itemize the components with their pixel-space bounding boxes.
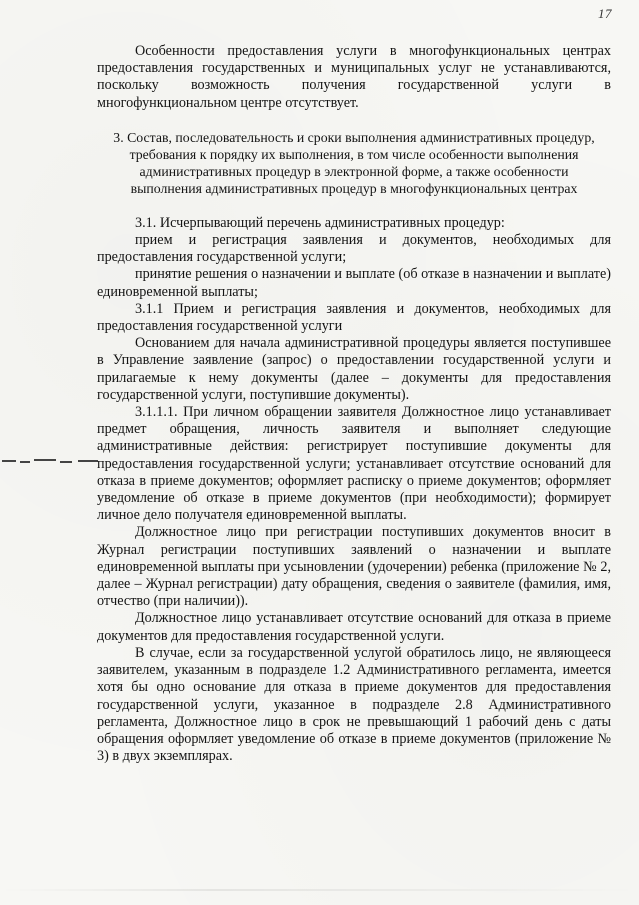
section-heading: 3. Состав, последовательность и сроки выполнения административных процедур, требования к порядку их выполнения, в том числе особенности выполнения административных процедур в электронной форме, а также особенности выполнения административных процедур в многофункциональных центрах bbox=[113, 129, 595, 196]
paragraph-reception: прием и регистрация заявления и документов, необходимых для предоставления государственной услуги; bbox=[97, 232, 611, 266]
scan-bottom-edge bbox=[0, 889, 639, 891]
paragraph-personal-appeal: 3.1.1.1. При личном обращении заявителя Должностное лицо устанавливает предмет обращения, личность заявителя и выполняет следующие административные действия: регистрирует поступившие документы для предоставления государственной услуги; устанавливает отсутствие оснований для отказа в приеме документов; оформляет расписку о приеме документов; оформляет уведомление об отказе в приеме документов (при необходимости); формирует личное дело получателя единовременной выплаты. bbox=[97, 404, 611, 524]
paragraph-subsection-3-1-1: 3.1.1 Прием и регистрация заявления и документов, необходимых для предоставления государственной услуги bbox=[97, 300, 611, 335]
page-number: 17 bbox=[598, 6, 612, 21]
scan-artifact bbox=[2, 456, 102, 470]
paragraph-registration-journal: Должностное лицо при регистрации поступивших документов вносит в Журнал регистрации поступивших заявлений о назначении и выплате единовременной выплаты при усыновлении (удочерении) ребенка (приложение № 2, далее – Журнал регистрации) дату обращения, сведения о заявителе (фамилия, имя, отчество (при наличии)). bbox=[97, 524, 611, 610]
paragraph-refusal-case: В случае, если за государственной услугой обратилось лицо, не являющееся заявителем, указанным в подразделе 1.2 Административного регламента, имеется хотя бы одно основание для отказа в приеме документов для предоставления государственной услуги, указанное в подразделе 2.8 Административного регламента, Должностное лицо в срок не превышающий 1 рабочий день с даты обращения оформляет уведомление об отказе в приеме документов (приложение № 3) в двух экземплярах. bbox=[97, 644, 611, 765]
paragraph-mfc: Особенности предоставления услуги в многофункциональных центрах предоставления государственных и муниципальных услуг не устанавливаются, поскольку возможность получения государственной услуги в многофункциональном центре отсутствует. bbox=[97, 43, 611, 111]
paragraph-procedures-list: 3.1. Исчерпывающий перечень административных процедур: bbox=[135, 214, 505, 231]
document-body bbox=[97, 43, 611, 765]
paragraph-decision: принятие решения о назначении и выплате (об отказе в назначении и выплате) единовременной выплаты; bbox=[97, 266, 611, 300]
paragraph-no-refusal-grounds: Должностное лицо устанавливает отсутствие оснований для отказа в приеме документов для предоставления государственной услуги. bbox=[97, 610, 611, 644]
paragraph-basis: Основанием для начала административной процедуры является поступившее в Управление заявление (запрос) о предоставлении государственной услуги и прилагаемые к нему документы (далее – документы для предоставления государственной услуги, поступившие документы). bbox=[97, 335, 611, 403]
